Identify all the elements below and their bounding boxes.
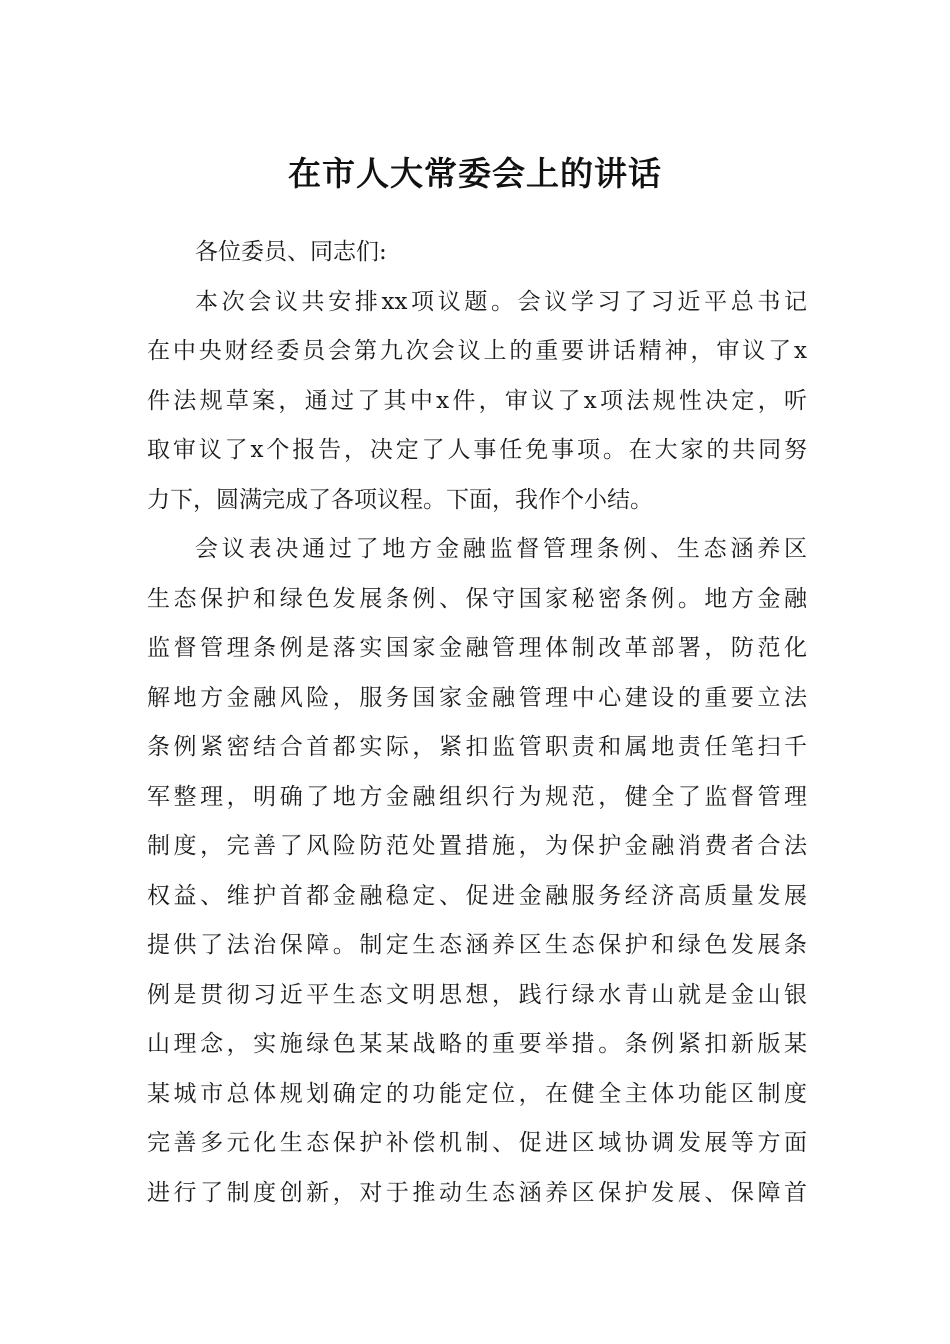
body-line: 某城市总体规划确定的功能定位，在健全主体功能区制度 bbox=[147, 1080, 807, 1107]
body-line: 解地方金融风险，服务国家金融管理中心建设的重要立法 bbox=[147, 684, 807, 711]
body-line: 提供了法治保障。制定生态涵养区生态保护和绿色发展条 bbox=[147, 932, 807, 958]
body-lines bbox=[147, 278, 807, 1219]
body-line: 力下，圆满完成了各项议程。下面，我作个小结。 bbox=[147, 486, 653, 513]
body-line: 进行了制度创新，对于推动生态涵养区保护发展、保障首 bbox=[147, 1179, 807, 1206]
body-line: 会议表决通过了地方金融监督管理条例、生态涵养区 bbox=[195, 536, 807, 562]
body-line: 完善多元化生态保护补偿机制、促进区域协调发展等方面 bbox=[147, 1130, 807, 1156]
body-line: 制度，完善了风险防范处置措施，为保护金融消费者合法 bbox=[147, 833, 807, 859]
document-body bbox=[147, 228, 807, 1218]
body-line: 例是贯彻习近平生态文明思想，践行绿水青山就是金山银 bbox=[147, 981, 807, 1008]
body-line: 条例紧密结合首都实际，紧扣监管职责和属地责任笔扫千 bbox=[147, 734, 807, 760]
salutation-line: 各位委员、同志们: bbox=[195, 239, 387, 265]
body-line: 取审议了x个报告，决定了人事任免事项。在大家的共同努 bbox=[147, 437, 807, 463]
body-line: 本次会议共安排xx项议题。会议学习了习近平总书记 bbox=[195, 288, 807, 315]
body-line: 军整理，明确了地方金融组织行为规范，健全了监督管理 bbox=[147, 783, 807, 810]
body-line: 件法规草案，通过了其中x件，审议了x项法规性决定，听 bbox=[147, 387, 807, 414]
body-line: 权益、维护首都金融稳定、促进金融服务经济高质量发展 bbox=[147, 882, 807, 909]
body-line: 监督管理条例是落实国家金融管理体制改革部署，防范化 bbox=[147, 635, 807, 661]
body-line: 在中央财经委员会第九次会议上的重要讲话精神，审议了x bbox=[147, 338, 807, 364]
document-title: 在市人大常委会上的讲话 bbox=[288, 154, 662, 193]
body-line: 生态保护和绿色发展条例、保守国家秘密条例。地方金融 bbox=[147, 585, 807, 612]
body-line: 山理念，实施绿色某某战略的重要举措。条例紧扣新版某 bbox=[147, 1031, 807, 1057]
